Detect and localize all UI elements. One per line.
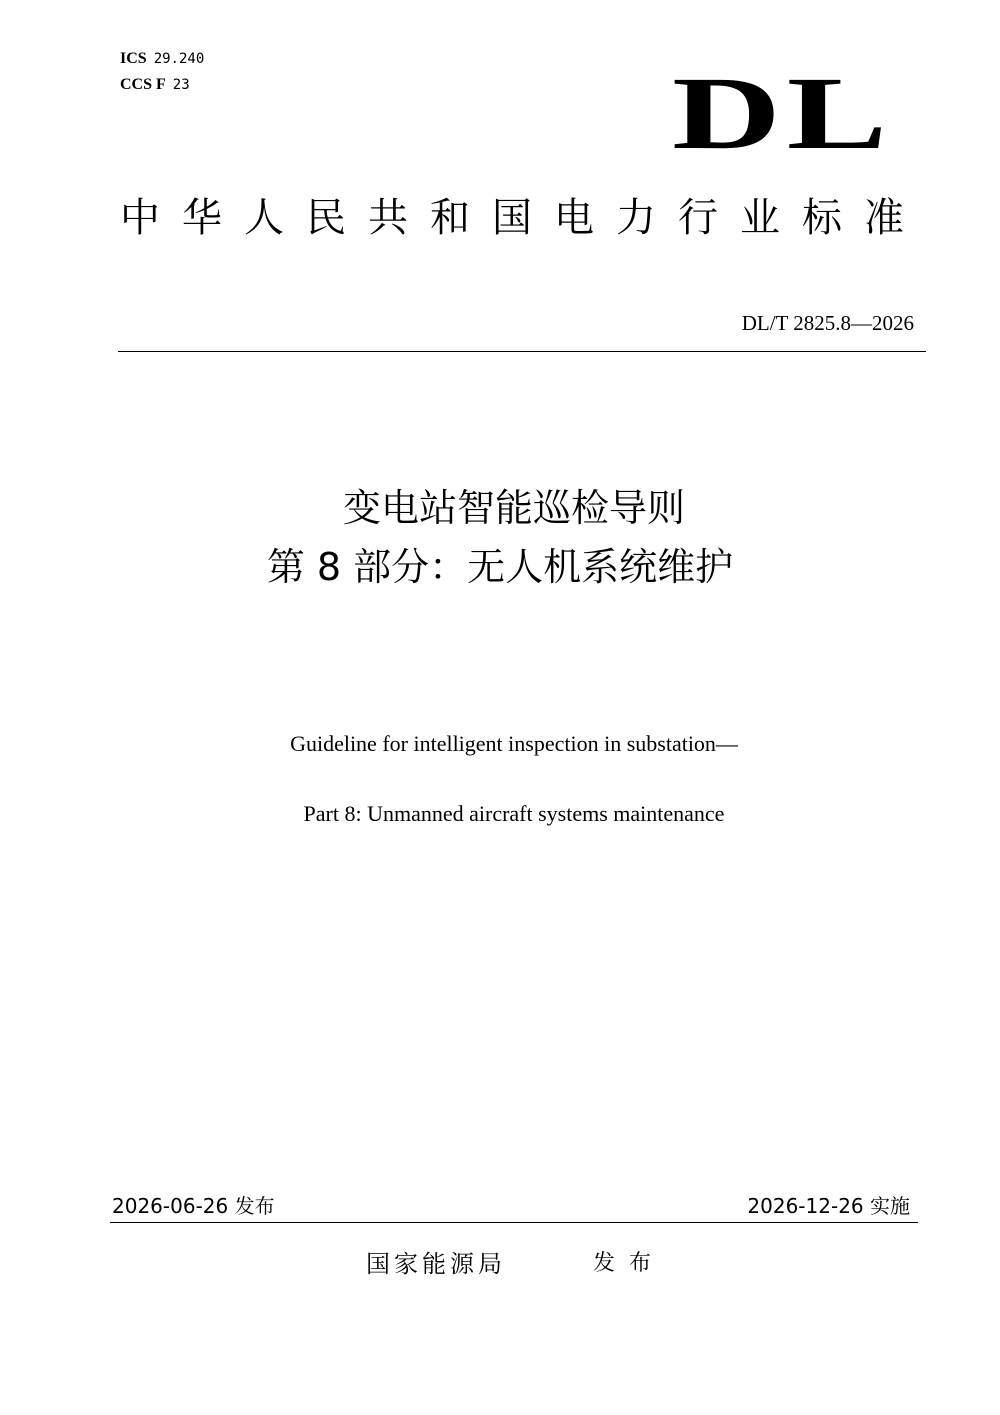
issue-date: 2026-06-26 发布: [112, 1194, 275, 1218]
title-en-line1: Guideline for intelligent inspection in substation—: [290, 731, 738, 756]
top-divider: [118, 351, 926, 352]
title-cn-line2: 第 8 部分：无人机系统维护: [266, 545, 734, 589]
ics-label: ICS: [120, 50, 147, 67]
ccs-label: CCS F: [120, 76, 166, 93]
ccs-row: [120, 75, 204, 95]
title-cn-line1: 变电站智能巡检导则: [342, 486, 685, 530]
bottom-divider: [110, 1222, 918, 1223]
standard-code: DL/T 2825.8—2026: [741, 311, 914, 335]
title-en-line2: Part 8: Unmanned aircraft systems maintenance: [303, 801, 725, 826]
classification-block: [120, 49, 204, 95]
ics-value: 29.240: [153, 51, 205, 67]
implement-date: 2026-12-26 实施: [747, 1194, 910, 1218]
issuer-name: 国家能源局: [366, 1250, 506, 1278]
dl-logo: DL: [672, 56, 894, 171]
industry-standard-heading: 中华人民共和国电力行业标准: [120, 195, 926, 241]
publish-label: 发布: [593, 1251, 666, 1276]
ics-row: [120, 49, 204, 69]
ccs-value: 23: [172, 77, 190, 93]
